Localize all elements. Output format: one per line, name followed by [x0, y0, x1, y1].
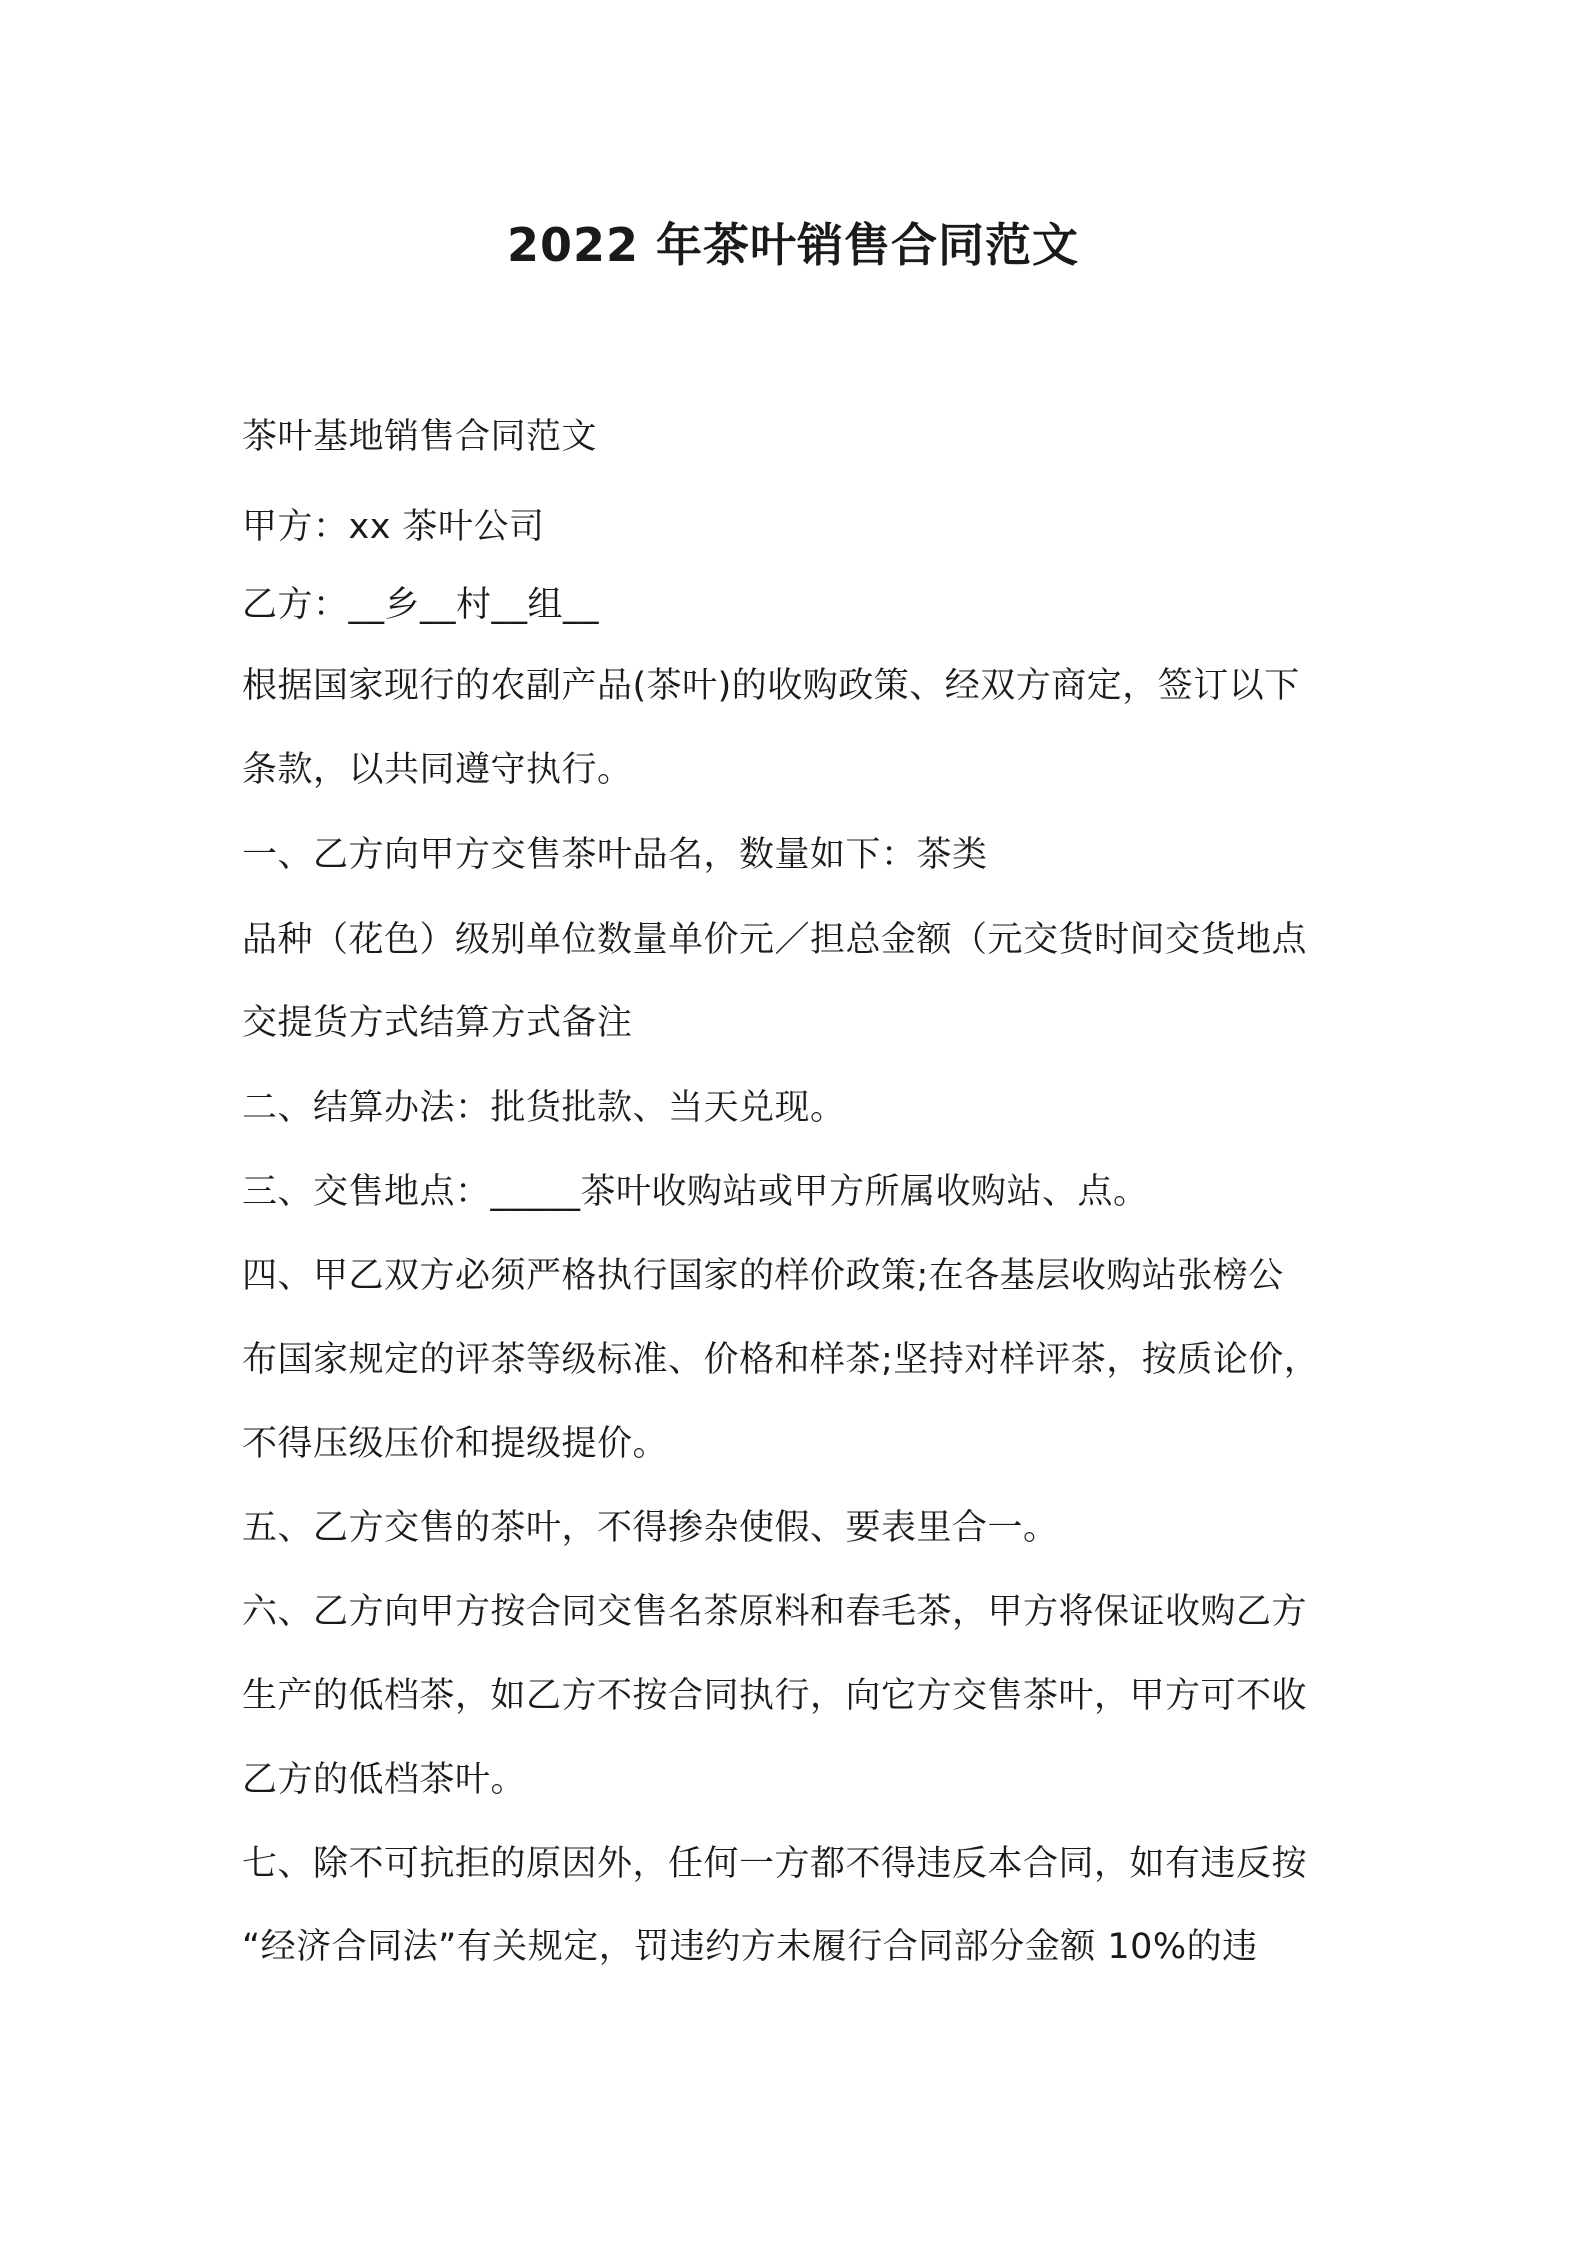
- body-line: 条款，以共同遵守执行。: [242, 750, 633, 790]
- clause-1-line: 一、乙方向甲方交售茶叶品名，数量如下：茶类: [242, 835, 988, 875]
- clause-4-line: 四、甲乙双方必须严格执行国家的样价政策;在各基层收购站张榜公: [242, 1256, 1284, 1296]
- clause-5-line: 五、乙方交售的茶叶，不得掺杂使假、要表里合一。: [242, 1508, 1059, 1548]
- body-line: 根据国家现行的农副产品(茶叶)的收购政策、经双方商定，签订以下: [242, 666, 1300, 706]
- clause-7-line: 七、除不可抗拒的原因外，任何一方都不得违反本合同，如有违反按: [242, 1844, 1308, 1884]
- clause-6-line: 六、乙方向甲方按合同交售名茶原料和春毛茶，甲方将保证收购乙方: [242, 1592, 1308, 1632]
- body-line: 乙方的低档茶叶。: [242, 1760, 527, 1800]
- party-b-line: 乙方：__乡__村__组__: [242, 585, 600, 625]
- body-line: “经济合同法”有关规定，罚违约方未履行合同部分金额 10%的违: [242, 1927, 1258, 1967]
- document-title: 2022 年茶叶销售合同范文: [506, 218, 1080, 272]
- body-line: 生产的低档茶，如乙方不按合同执行，向它方交售茶叶，甲方可不收: [242, 1676, 1308, 1716]
- subtitle-line: 茶叶基地销售合同范文: [242, 417, 598, 457]
- clause-3-line: 三、交售地点：_____茶叶收购站或甲方所属收购站、点。: [242, 1172, 1149, 1212]
- body-line: 不得压级压价和提级提价。: [242, 1424, 669, 1464]
- clause-2-line: 二、结算办法：批货批款、当天兑现。: [242, 1088, 846, 1128]
- body-line: 交提货方式结算方式备注: [242, 1003, 633, 1043]
- body-line: 布国家规定的评茶等级标准、价格和样茶;坚持对样评茶，按质论价，: [242, 1340, 1320, 1380]
- body-line: 品种（花色）级别单位数量单价元／担总金额（元交货时间交货地点: [242, 920, 1308, 960]
- party-a-line: 甲方：xx 茶叶公司: [242, 507, 545, 547]
